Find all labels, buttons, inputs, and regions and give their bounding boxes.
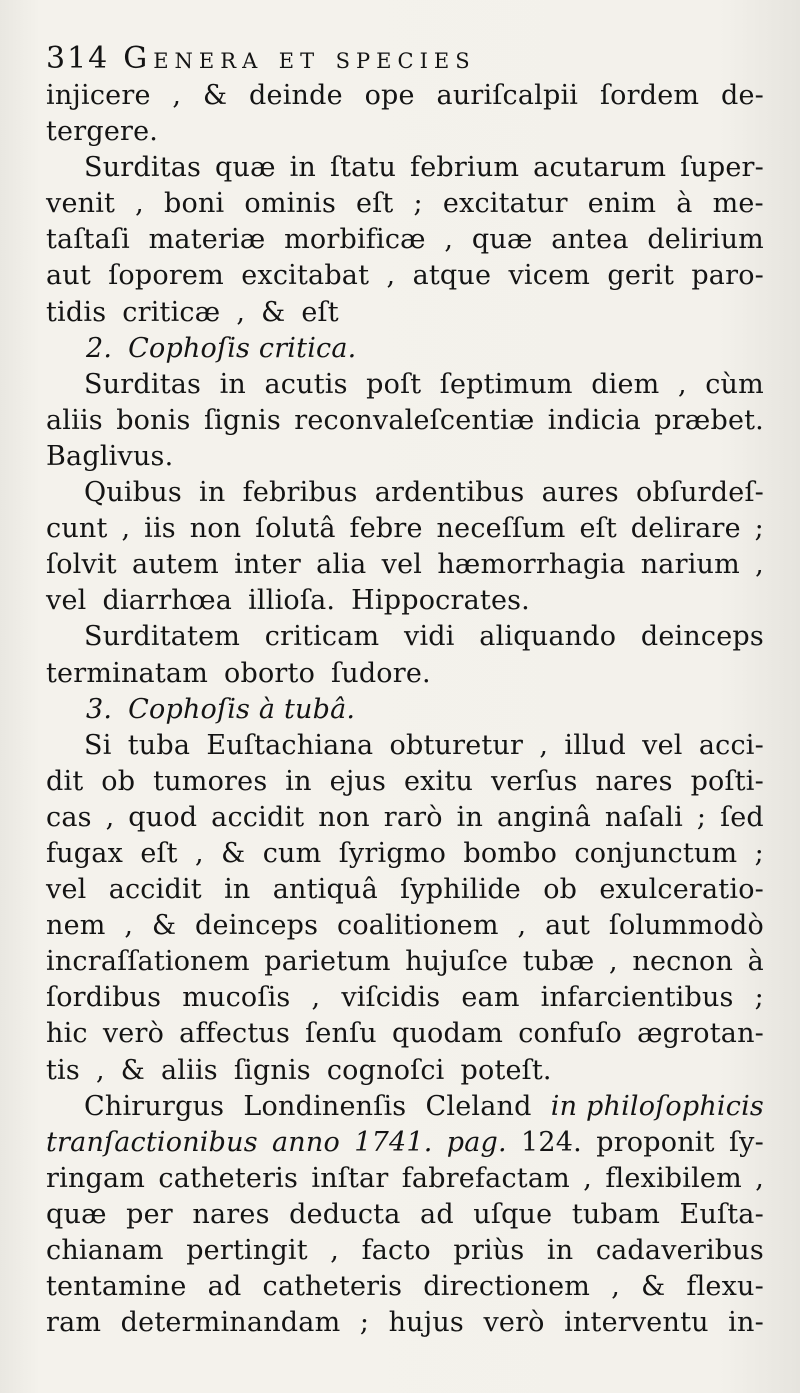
word: tentamine — [46, 1271, 187, 1303]
word: ſolvit — [46, 549, 117, 581]
word: in — [546, 1235, 574, 1266]
text-line — [46, 872, 764, 908]
text-line — [46, 656, 764, 692]
word: aliis — [160, 1054, 218, 1086]
word: tubæ — [522, 946, 595, 978]
text-line — [46, 800, 764, 836]
word: præbet. — [654, 404, 764, 436]
word: quæ — [215, 152, 276, 184]
word: tubam — [571, 1198, 661, 1230]
word: ejus — [329, 765, 387, 797]
word: interventu — [564, 1307, 709, 1339]
word: in — [199, 477, 226, 509]
word: tranſactionibus — [46, 1126, 258, 1158]
word: verò — [483, 1307, 545, 1339]
word: ; — [413, 188, 423, 220]
word: cas — [46, 801, 92, 833]
word: poſti- — [690, 765, 764, 797]
word: & — [152, 910, 177, 942]
word: & — [203, 80, 228, 111]
word: verſus — [490, 765, 578, 797]
word: cadaveribus — [595, 1235, 764, 1266]
word: in — [289, 152, 317, 184]
word: eſt — [356, 188, 394, 220]
word: ſignis — [233, 1054, 311, 1086]
word: acutis — [264, 368, 348, 400]
text-line — [46, 1269, 764, 1305]
word: ominis — [244, 188, 336, 220]
word: ; — [754, 513, 764, 545]
word: & — [261, 296, 286, 328]
word: per — [126, 1198, 173, 1230]
word: ob — [101, 765, 136, 797]
word: , — [755, 1162, 764, 1194]
word: flexibilem — [605, 1162, 742, 1194]
word: neceſſum — [436, 513, 566, 545]
word: aut — [545, 910, 591, 942]
word: diarrhœa — [102, 585, 233, 617]
word: obſurdeſ- — [635, 477, 764, 509]
word: , — [105, 801, 115, 833]
word: antiquâ — [272, 874, 378, 906]
word: ope — [364, 80, 415, 111]
word: terminatam — [46, 657, 209, 689]
word: ob — [543, 874, 578, 906]
word: taſtaſi — [46, 224, 130, 256]
word: deinceps — [195, 910, 319, 942]
word: indicia — [547, 404, 641, 436]
word: in — [285, 765, 312, 797]
word: ſy- — [728, 1126, 764, 1158]
word: poteſt. — [460, 1054, 552, 1086]
word: incraſſationem — [46, 946, 250, 978]
word: ſolummodò — [608, 910, 764, 942]
text-line — [46, 944, 764, 980]
word: venit — [46, 188, 116, 220]
word: Cleland — [425, 1090, 532, 1122]
text-line — [46, 1161, 764, 1197]
word: eam — [461, 982, 520, 1014]
word: quæ — [46, 1198, 107, 1230]
word: Hippocrates. — [351, 585, 530, 617]
word: & — [120, 1054, 145, 1086]
word: exitu — [403, 765, 474, 797]
word: fabrefactam — [401, 1162, 570, 1194]
word: aliquando — [479, 621, 617, 653]
word: illioſa. — [248, 585, 336, 617]
word: ringam — [46, 1162, 146, 1194]
word: 124. — [521, 1126, 582, 1158]
text-line — [46, 331, 764, 367]
word: Surditas — [84, 368, 202, 400]
word: paro- — [691, 260, 764, 292]
word: chianam — [46, 1235, 164, 1266]
text-block — [46, 40, 764, 1341]
word: accidit — [211, 801, 305, 833]
word: exulceratio- — [599, 874, 764, 906]
word: , — [444, 224, 454, 256]
word: coalitionem — [337, 910, 499, 942]
word: deducta — [289, 1198, 401, 1230]
text-line — [46, 1197, 764, 1233]
word: nares — [595, 765, 673, 797]
word: vel — [642, 729, 683, 761]
word: acutarum — [533, 152, 667, 184]
word: , — [135, 188, 144, 220]
word: poſt — [366, 368, 422, 400]
word: excitatur — [442, 188, 568, 220]
text-line — [46, 295, 764, 331]
text-line — [46, 1125, 764, 1161]
word: eſt — [140, 837, 178, 869]
word: , — [311, 982, 321, 1014]
text-line — [46, 728, 764, 764]
word: , — [330, 1235, 340, 1266]
word: verò — [102, 1018, 165, 1050]
word: viſcidis — [341, 982, 441, 1014]
text-line — [46, 1233, 764, 1269]
word: ; — [359, 1307, 370, 1339]
word: ; — [754, 982, 764, 1014]
text-line — [46, 439, 764, 475]
word: , — [195, 837, 204, 869]
word: Cophoſis à tubâ. — [128, 693, 356, 725]
word: , — [236, 296, 246, 328]
word: autem — [132, 549, 219, 581]
word: nares — [192, 1198, 270, 1230]
word: affectus — [179, 1018, 291, 1050]
word: Cophoſis critica. — [128, 332, 357, 364]
word: inter — [234, 549, 301, 581]
word: anno — [272, 1126, 340, 1158]
word: tis — [46, 1054, 80, 1086]
word: uſque — [473, 1198, 553, 1230]
word: auriſcalpii — [436, 80, 579, 111]
word: in- — [728, 1307, 764, 1339]
word: Surditas — [84, 152, 202, 184]
word: proponit — [596, 1126, 715, 1158]
word: alia — [316, 549, 367, 581]
word: à — [676, 188, 693, 220]
word: conjunctum — [574, 837, 738, 869]
text-line — [46, 1053, 764, 1089]
word: Chirurgus — [84, 1090, 225, 1122]
word: parietum — [264, 946, 391, 978]
word: Londinenſis — [243, 1090, 407, 1122]
word: hic — [46, 1018, 88, 1050]
word: cum — [262, 837, 322, 869]
word: determinandam — [120, 1307, 341, 1339]
word: , — [539, 729, 549, 761]
word: narium — [640, 549, 740, 581]
text-line — [46, 1305, 764, 1341]
word: hujuſce — [405, 946, 509, 978]
word: me- — [712, 188, 764, 220]
word: , — [517, 910, 527, 942]
text-line — [46, 150, 764, 186]
text-line — [46, 692, 764, 728]
word: cunt — [46, 513, 108, 545]
word: ſoporem — [108, 260, 224, 292]
word: ſignis — [203, 404, 281, 436]
word: quod — [128, 801, 198, 833]
word: cognoſci — [326, 1054, 445, 1086]
word: ; — [754, 837, 764, 869]
word: delirium — [647, 224, 764, 256]
word: & — [221, 837, 246, 869]
word: ſed — [720, 801, 764, 833]
word: eſt — [579, 513, 617, 545]
word: antea — [551, 224, 629, 256]
word: 3. — [86, 693, 113, 725]
word: inſtar — [311, 1162, 389, 1194]
word: ſyphilide — [400, 874, 521, 906]
word: quæ — [471, 224, 533, 256]
word: , — [95, 1054, 105, 1086]
word: ſordibus — [46, 982, 162, 1014]
word: excitabat — [241, 260, 370, 292]
text-line — [46, 1089, 764, 1125]
word: , — [172, 80, 182, 111]
word: ſtatu — [329, 152, 397, 184]
word: in philoſophicis — [550, 1090, 764, 1122]
word: in — [219, 368, 247, 400]
word: cùm — [705, 368, 764, 400]
word: criticæ — [122, 296, 221, 328]
word: ſyrigmo — [338, 837, 447, 869]
text-line — [46, 764, 764, 800]
word: vicem — [508, 260, 591, 292]
word: in — [224, 874, 251, 906]
word: , — [609, 946, 618, 978]
word: aliis — [46, 404, 103, 436]
word: directionem — [423, 1271, 591, 1303]
word: dit — [46, 765, 84, 797]
word: tidis — [46, 296, 107, 328]
word: aut — [46, 260, 91, 292]
text-line — [46, 583, 764, 619]
word: de- — [720, 80, 764, 111]
word: , — [677, 368, 687, 400]
word: ſenſu — [305, 1018, 377, 1050]
text-line — [46, 186, 764, 222]
word: infarcientibus — [540, 982, 734, 1014]
running-header — [46, 40, 764, 78]
word: morbificæ — [284, 224, 426, 256]
word: criticam — [264, 621, 380, 653]
word: febrium — [410, 152, 520, 184]
word: ægrotan- — [637, 1018, 764, 1050]
word: materiæ — [148, 224, 266, 256]
word: oborto — [224, 657, 316, 689]
word: ardentibus — [374, 477, 525, 509]
word: febre — [349, 513, 423, 545]
word: reconvaleſcentiæ — [294, 404, 535, 436]
word: Euſtachiana — [206, 729, 374, 761]
word: naſali — [604, 801, 683, 833]
word: ram — [46, 1307, 102, 1339]
word: non — [318, 801, 370, 833]
word: gerit — [607, 260, 675, 292]
word: vidi — [404, 621, 455, 653]
word: Si — [84, 729, 112, 761]
word: ſuper- — [680, 152, 764, 184]
word: 1741. — [354, 1126, 433, 1158]
body-lines — [46, 78, 764, 1341]
word: enim — [587, 188, 657, 220]
text-line — [46, 908, 764, 944]
word: , — [583, 1162, 593, 1194]
word: quodam — [391, 1018, 504, 1050]
text-line — [46, 78, 764, 114]
word: eſt — [301, 296, 339, 328]
word: ad — [420, 1198, 454, 1230]
text-line — [46, 258, 764, 294]
word: in — [456, 801, 484, 833]
text-line — [46, 475, 764, 511]
word: Baglivus. — [46, 440, 174, 472]
word: obturetur — [389, 729, 524, 761]
word: hujus — [388, 1307, 464, 1339]
text-line — [46, 114, 764, 150]
text-line — [46, 1016, 764, 1052]
word: accidit — [108, 874, 202, 906]
text-line — [46, 980, 764, 1016]
word: catheteris — [158, 1162, 299, 1194]
word: delirare — [630, 513, 741, 545]
word: iis — [144, 513, 176, 545]
word: acci- — [698, 729, 764, 761]
word: bombo — [463, 837, 558, 869]
word: & — [641, 1271, 666, 1303]
word: , — [611, 1271, 620, 1303]
word: deinde — [249, 80, 343, 111]
word: ; — [696, 801, 707, 833]
word: , — [386, 260, 396, 292]
word: hæmorrhagia — [437, 549, 626, 581]
word: Euſta- — [679, 1198, 764, 1230]
word: atque — [412, 260, 492, 292]
text-line — [46, 222, 764, 258]
word: aures — [541, 477, 619, 509]
word: diem — [591, 368, 660, 400]
word: tergere. — [46, 116, 159, 148]
word: pag. — [446, 1126, 507, 1158]
text-line — [46, 547, 764, 583]
word: Quibus — [84, 477, 182, 509]
word: catheteris — [262, 1271, 403, 1303]
word: , — [124, 910, 134, 942]
word: bonis — [116, 404, 191, 436]
word: vel — [46, 874, 87, 906]
word: ſeptimum — [439, 368, 573, 400]
word: mucoſis — [182, 982, 291, 1014]
text-line — [46, 836, 764, 872]
word: tuba — [127, 729, 191, 761]
word: confuſo — [518, 1018, 622, 1050]
word: vel — [381, 549, 423, 581]
text-line — [46, 367, 764, 403]
word: boni — [164, 188, 225, 220]
word: , — [755, 549, 764, 581]
word: ſudore. — [331, 657, 431, 689]
word: 2. — [86, 332, 113, 364]
word: fugax — [46, 837, 123, 869]
word: , — [121, 513, 131, 545]
running-head: Genera et species — [123, 41, 476, 76]
word: deinceps — [640, 621, 764, 653]
word: rarò — [383, 801, 443, 833]
word: tumores — [153, 765, 268, 797]
text-line — [46, 511, 764, 547]
word: pertingit — [186, 1235, 308, 1266]
word: illud — [564, 729, 626, 761]
word: à — [747, 946, 764, 978]
word: priùs — [453, 1235, 525, 1266]
word: necnon — [632, 946, 734, 978]
word: non — [189, 513, 242, 545]
word: flexu- — [686, 1271, 764, 1303]
word: injicere — [46, 80, 151, 111]
word: facto — [361, 1235, 431, 1266]
word: febribus — [242, 477, 358, 509]
text-line — [46, 619, 764, 655]
page-number: 314 — [46, 41, 110, 76]
word: anginâ — [496, 801, 592, 833]
word: ad — [207, 1271, 242, 1303]
word: vel — [46, 585, 87, 617]
word: ſolutâ — [255, 513, 336, 545]
word: Surditatem — [84, 621, 241, 653]
word: ſordem — [599, 80, 700, 111]
word: nem — [46, 910, 106, 942]
text-line — [46, 403, 764, 439]
